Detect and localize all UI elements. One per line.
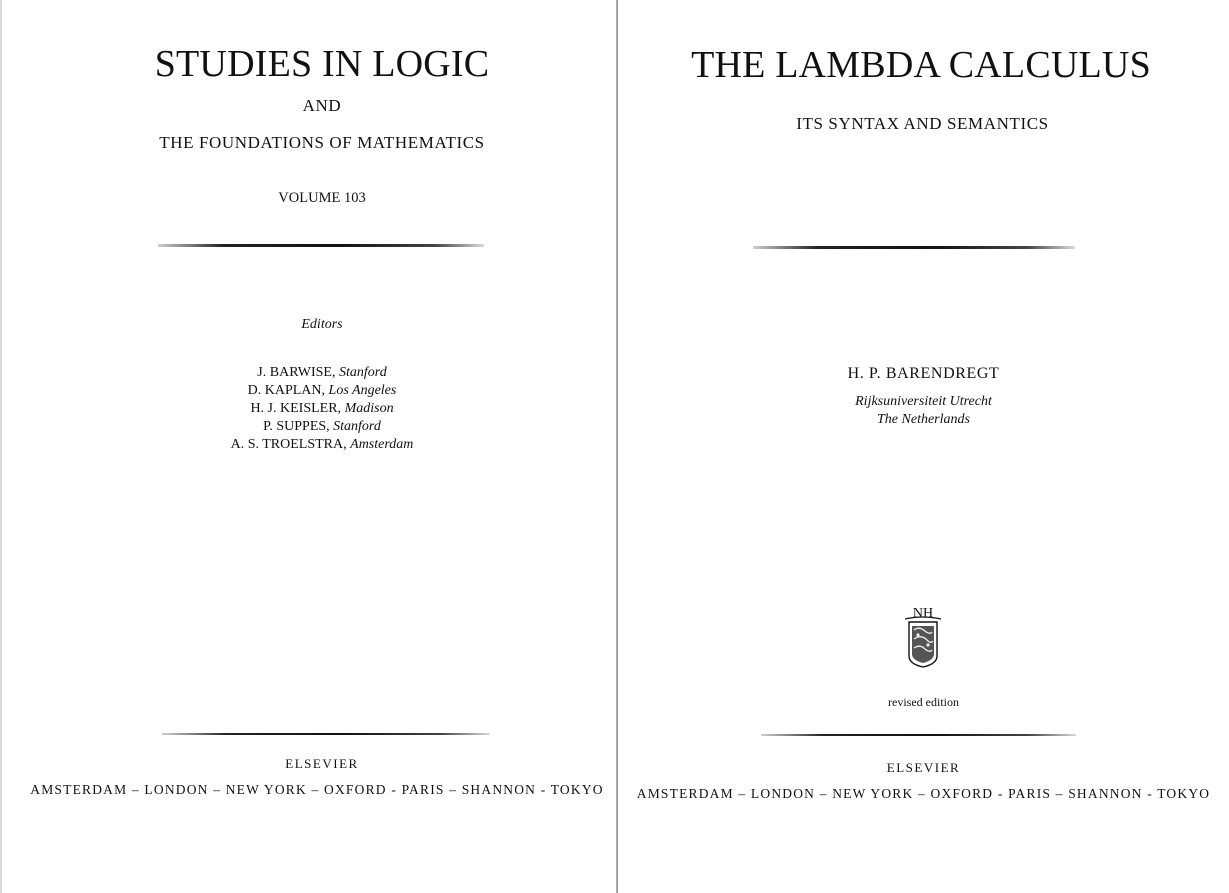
series-and: AND [302, 96, 342, 115]
editor-entry [30, 436, 614, 454]
editor-affiliation: Stanford [333, 419, 381, 434]
right-page [618, 0, 1229, 893]
publisher-cities: AMSTERDAM – LONDON – NEW YORK – OXFORD - PARIS – SHANNON - TOKYO [30, 782, 604, 797]
volume-number: VOLUME 103 [278, 190, 366, 206]
book-title: THE LAMBDA CALCULUS [691, 44, 1151, 86]
author-affiliation: Rijksuniversiteit Utrecht [855, 394, 992, 409]
editor-entry [30, 382, 614, 400]
series-title: STUDIES IN LOGIC [154, 43, 490, 85]
editor-affiliation: Madison [344, 401, 394, 416]
left-page [0, 0, 614, 893]
north-holland-logo-icon [903, 604, 943, 668]
book-subtitle: ITS SYNTAX AND SEMANTICS [796, 114, 1049, 133]
editor-name: P. SUPPES, [263, 419, 334, 434]
editor-name: D. KAPLAN, [247, 383, 329, 398]
editor-affiliation: Amsterdam [350, 437, 414, 452]
publisher-name: ELSEVIER [886, 760, 961, 775]
author-name: H. P. BARENDREGT [847, 365, 1000, 382]
publisher-name: ELSEVIER [285, 756, 359, 771]
editors-list [30, 364, 614, 454]
editor-name: H. J. KEISLER, [250, 401, 345, 416]
editor-name: A. S. TROELSTRA, [230, 437, 351, 452]
editor-affiliation: Los Angeles [328, 383, 397, 398]
editor-name: J. BARWISE, [257, 365, 339, 380]
editor-entry [30, 418, 614, 436]
publisher-rule [761, 734, 1076, 736]
editors-heading: Editors [301, 317, 343, 332]
edition-note: revised edition [888, 695, 959, 709]
publisher-cities: AMSTERDAM – LONDON – NEW YORK – OXFORD - PARIS – SHANNON - TOKYO [636, 786, 1211, 801]
logo-text: NH [912, 606, 934, 621]
publisher-rule [162, 733, 490, 735]
title-rule [753, 246, 1075, 249]
editor-entry [30, 364, 614, 382]
series-subtitle: THE FOUNDATIONS OF MATHEMATICS [159, 133, 485, 152]
editor-affiliation: Stanford [338, 365, 387, 380]
title-rule [158, 244, 484, 247]
editor-entry [30, 400, 614, 418]
author-country: The Netherlands [877, 412, 970, 427]
